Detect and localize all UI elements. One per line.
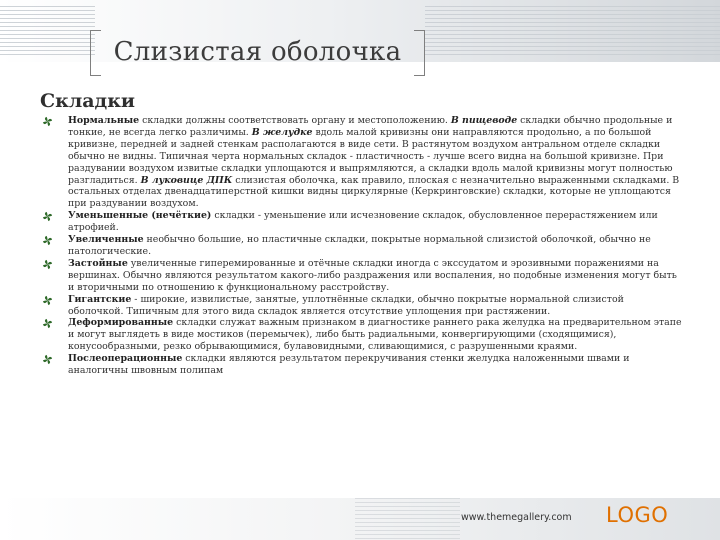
leaf-bullet-icon [42,354,53,365]
title-bracket-right [414,30,425,76]
term-label: Деформированные [68,317,174,329]
leaf-bullet-icon [42,235,53,246]
term-label: Застойные [68,257,128,269]
list-item-text [68,294,624,317]
term-label: Послеоперационные [68,353,183,365]
header-stripes-right [425,6,720,56]
list-item-text [68,353,630,376]
leaf-bullet-icon [42,211,53,222]
body-text: - широкие, извилистые, занятые, уплотнённые складки, обычно покрытые нормальной слизистой оболочкой. Типичным для этого вида складок является отсутствие уплощения при растяжении. [68,293,624,317]
section-heading: Складки [40,90,136,112]
body-text: необычно большие, но пластичные складки, покрытые нормальной слизистой оболочкой, обычно не патологические. [68,234,651,257]
leaf-bullet-icon [42,295,53,306]
list-item [42,353,682,377]
page-title: Слизистая оболочка [113,37,402,67]
list-item-text [68,210,658,233]
list-item [42,210,682,234]
body-text: складки должны соответствовать органу и местоположению. [139,115,451,126]
list-item-text [68,258,677,293]
list-item-text [68,234,651,257]
list-item-text [68,115,679,209]
footer-website: www.themegallery.com [461,512,572,523]
term-label: В луковице ДПК [140,174,233,186]
leaf-bullet-icon [42,116,53,127]
leaf-bullet-icon [42,318,53,329]
leaf-bullet-icon [42,259,53,270]
body-text: увеличенные гиперемированные и отёчные складки иногда с экссудатом и эрозивными поражениями на вершинах. Обычно являются результатом какого-либо раздражения или воспаления, но подобные изменения могут быть и вторичными по отношению к функциональному расстройству. [68,257,677,293]
list-item-text [68,317,682,352]
title-bracket-left [90,30,101,76]
term-label: В желудке [251,126,313,138]
body-text: складки - уменьшение или исчезновение складок, обусловленное перерастяжением или атрофией. [68,210,658,234]
title-frame [90,30,425,74]
list-item [42,234,682,258]
body-text: вдоль малой кривизны они направляются продольно, а по большой кривизне, передней и задней стенкам располагаются в виде сети. В растянутом воздухом антральном отделе складки обычно не видны. Типичная черта нормальных складок - пластичность - лучше всего видна на большой кривизне. При раздувании воздухом извитые складки уплощаются и выпрямляются, а складки вдоль малой кривизны могут полностью разгладиться. [68,126,673,186]
term-label: Гигантские [68,293,132,305]
list-item [42,258,682,294]
footer-logo: LOGO [606,503,669,527]
term-label: Увеличенные [68,234,144,246]
header-stripes-left [0,6,95,56]
list-item [42,294,682,318]
list-item [42,115,682,210]
term-label: Нормальные [68,115,140,126]
body-text: складки служат важным признаком в диагностике раннего рака желудка на предварительном этапе и могут выглядеть в виде мостиков (перемычек), либо быть радиальными, конвергирующими (сходящимися), конусообразными, резко обрывающимися, булавовидными, сливающимися, с разрушенными краями. [68,317,682,353]
footer-stripes [355,498,460,540]
bullet-list [42,115,682,377]
list-item [42,317,682,353]
term-label: В пищеводе [450,115,518,126]
body-text: складки обычно продольные и тонкие, не всегда легко различимы. [68,115,673,138]
term-label: Уменьшенные (нечёткие) [68,210,212,222]
body-text: слизистая оболочка, как правило, плоская с незначительно выраженными складками. В остальных отделах двенадцатиперстной кишки видны циркулярные (Керкринговские) складки, которые не уплощаются при раздувании воздухом. [68,174,680,210]
body-text: складки являются результатом перекручивания стенки желудка наложенными швами и аналогичны швовным полипам [68,353,630,377]
